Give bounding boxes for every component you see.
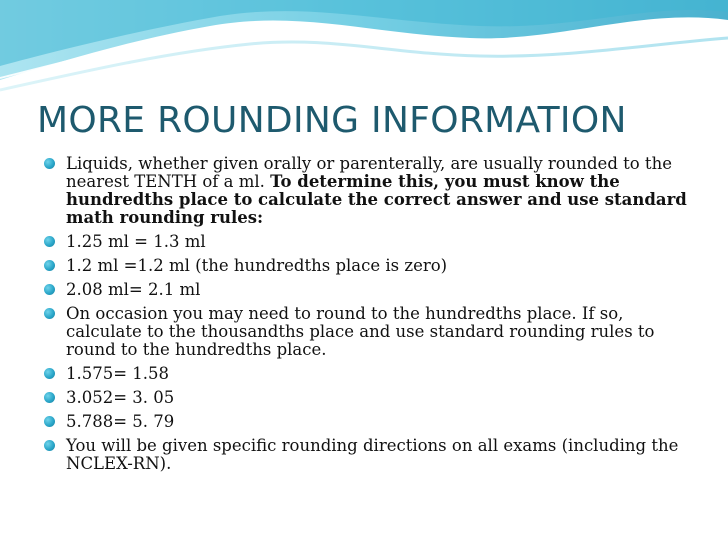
bullet-icon bbox=[44, 284, 55, 295]
bullet-text: 1.25 ml = 1.3 ml bbox=[66, 232, 206, 251]
bullet-icon bbox=[44, 392, 55, 403]
list-item bbox=[44, 155, 704, 227]
list-item bbox=[44, 233, 704, 251]
list-item bbox=[44, 281, 704, 299]
list-item bbox=[44, 413, 704, 431]
decorative-wave-banner bbox=[0, 0, 728, 95]
bullet-icon bbox=[44, 416, 55, 427]
bullet-text: 1.575= 1.58 bbox=[66, 364, 170, 383]
bullet-icon bbox=[44, 236, 55, 247]
bullet-icon bbox=[44, 308, 55, 319]
bullet-icon bbox=[44, 260, 55, 271]
bullet-text: 1.2 ml =1.2 ml (the hundredths place is zero) bbox=[66, 256, 448, 275]
bullet-icon bbox=[44, 440, 55, 451]
list-item bbox=[44, 389, 704, 407]
bullet-list bbox=[44, 155, 704, 479]
bullet-icon bbox=[44, 368, 55, 379]
list-item bbox=[44, 437, 704, 473]
bullet-icon bbox=[44, 158, 55, 169]
bullet-text: 2.08 ml= 2.1 ml bbox=[66, 280, 201, 299]
bullet-bold-text: To determine this, you must know the hundredths place to calculate the correct answer and use standard math rounding rules: bbox=[66, 172, 687, 227]
bullet-text: 3.052= 3. 05 bbox=[66, 388, 175, 407]
bullet-text: Liquids, whether given orally or parenterally, are usually rounded to the nearest TENTH of a ml. bbox=[66, 154, 672, 191]
list-item bbox=[44, 257, 704, 275]
bullet-text: 5.788= 5. 79 bbox=[66, 412, 175, 431]
bullet-text: You will be given specific rounding directions on all exams (including the NCLEX-RN). bbox=[66, 436, 679, 473]
list-item bbox=[44, 305, 704, 359]
bullet-text: On occasion you may need to round to the hundredths place. If so, calculate to the thousandths place and use standard rounding rules to round to the hundredths place. bbox=[66, 304, 655, 359]
slide-title: MORE ROUNDING INFORMATION bbox=[37, 100, 627, 141]
list-item bbox=[44, 365, 704, 383]
